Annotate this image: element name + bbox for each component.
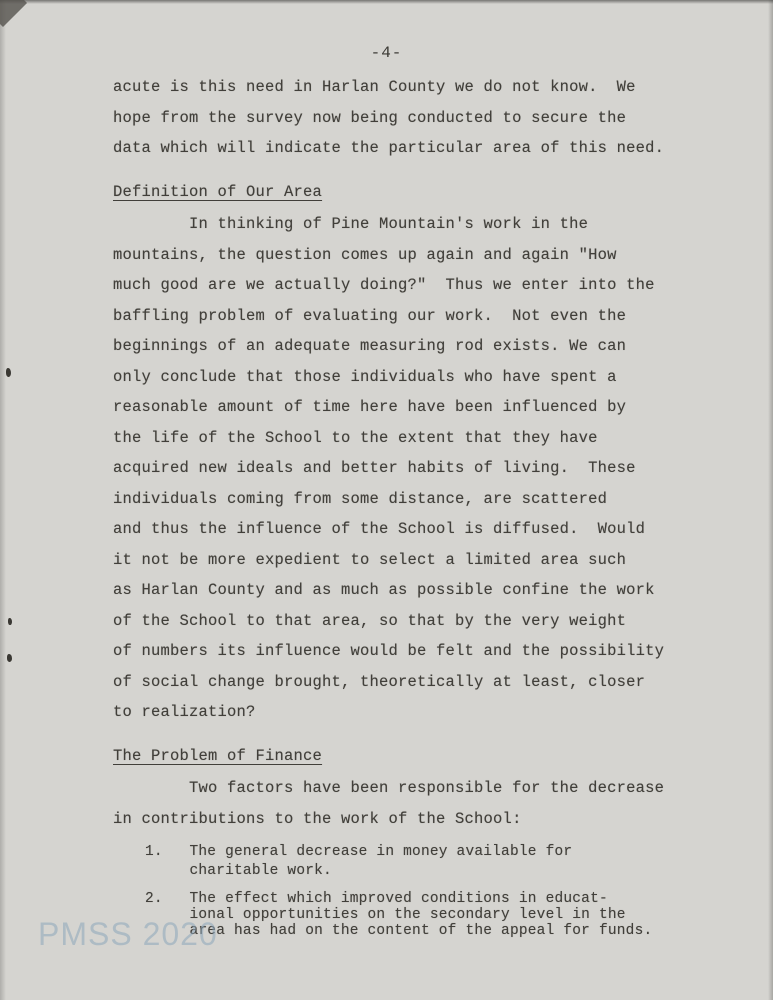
scan-edge-left [0,0,6,1000]
text-line: mountains, the question comes up again and again "How [113,245,617,264]
scan-speck [8,618,12,625]
list-item [145,891,688,939]
text-line: of social change brought, theoretically at least, closer [113,672,646,691]
section-heading-wrap [113,164,688,210]
document-body [113,72,688,949]
pmss-watermark: PMSS 2020 [38,916,218,952]
text-line: it not be more expedient to select a limited area such [113,550,627,569]
scan-corner-smudge [0,0,27,27]
text-line: In thinking of Pine Mountain's work in the [113,215,589,233]
text-line: charitable work. [145,863,332,879]
section1-paragraph [113,209,688,728]
section-heading-definition-of-our-area: Definition of Our Area [113,182,323,201]
text-line: in contributions to the work of the School: [113,809,522,828]
text-line: area has had on the content of the appeal for funds. [145,923,653,939]
text-line: as Harlan County and as much as possible confine the work [113,581,655,599]
text-line: ional opportunities on the secondary level in the [145,907,626,923]
text-line: to realization? [113,703,256,721]
text-line: much good are we actually doing?" Thus we enter into the [113,276,655,294]
text-line: acute is this need in Harlan County we do not know. We [113,78,636,96]
numbered-list [145,843,688,939]
text-line: of the School to that area, so that by the very weight [113,611,627,630]
scan-edge-top [0,0,773,4]
text-line: and thus the influence of the School is diffused. Would [113,520,646,538]
page-number: -4- [370,44,403,62]
text-line: of numbers its influence would be felt and the possibility [113,642,665,660]
text-line: reasonable amount of time here have been influenced by [113,398,627,416]
section-heading-wrap [113,728,688,774]
text-line: beginnings of an adequate measuring rod exists. We can [113,337,627,355]
text-line: 1. The general decrease in money available for [145,844,573,860]
scan-speck [7,654,12,662]
text-line: acquired new ideals and better habits of living. These [113,459,636,477]
section-heading-the-problem-of-finance: The Problem of Finance [113,746,323,765]
text-line: baffling problem of evaluating our work. Not even the [113,306,627,325]
text-line: hope from the survey now being conducted to secure the [113,108,627,127]
text-line: individuals coming from some distance, are scattered [113,489,608,508]
section2-paragraph [113,773,688,834]
scan-edge-right [768,0,773,1000]
text-line: 2. The effect which improved conditions in educat- [145,891,608,907]
list-item [145,843,688,881]
intro-paragraph [113,72,688,164]
text-line: data which will indicate the particular area of this need. [113,139,665,157]
text-line: Two factors have been responsible for the decrease [113,779,665,797]
text-line: only conclude that those individuals who have spent a [113,367,617,386]
scan-speck [6,368,11,377]
text-line: the life of the School to the extent that they have [113,428,598,447]
